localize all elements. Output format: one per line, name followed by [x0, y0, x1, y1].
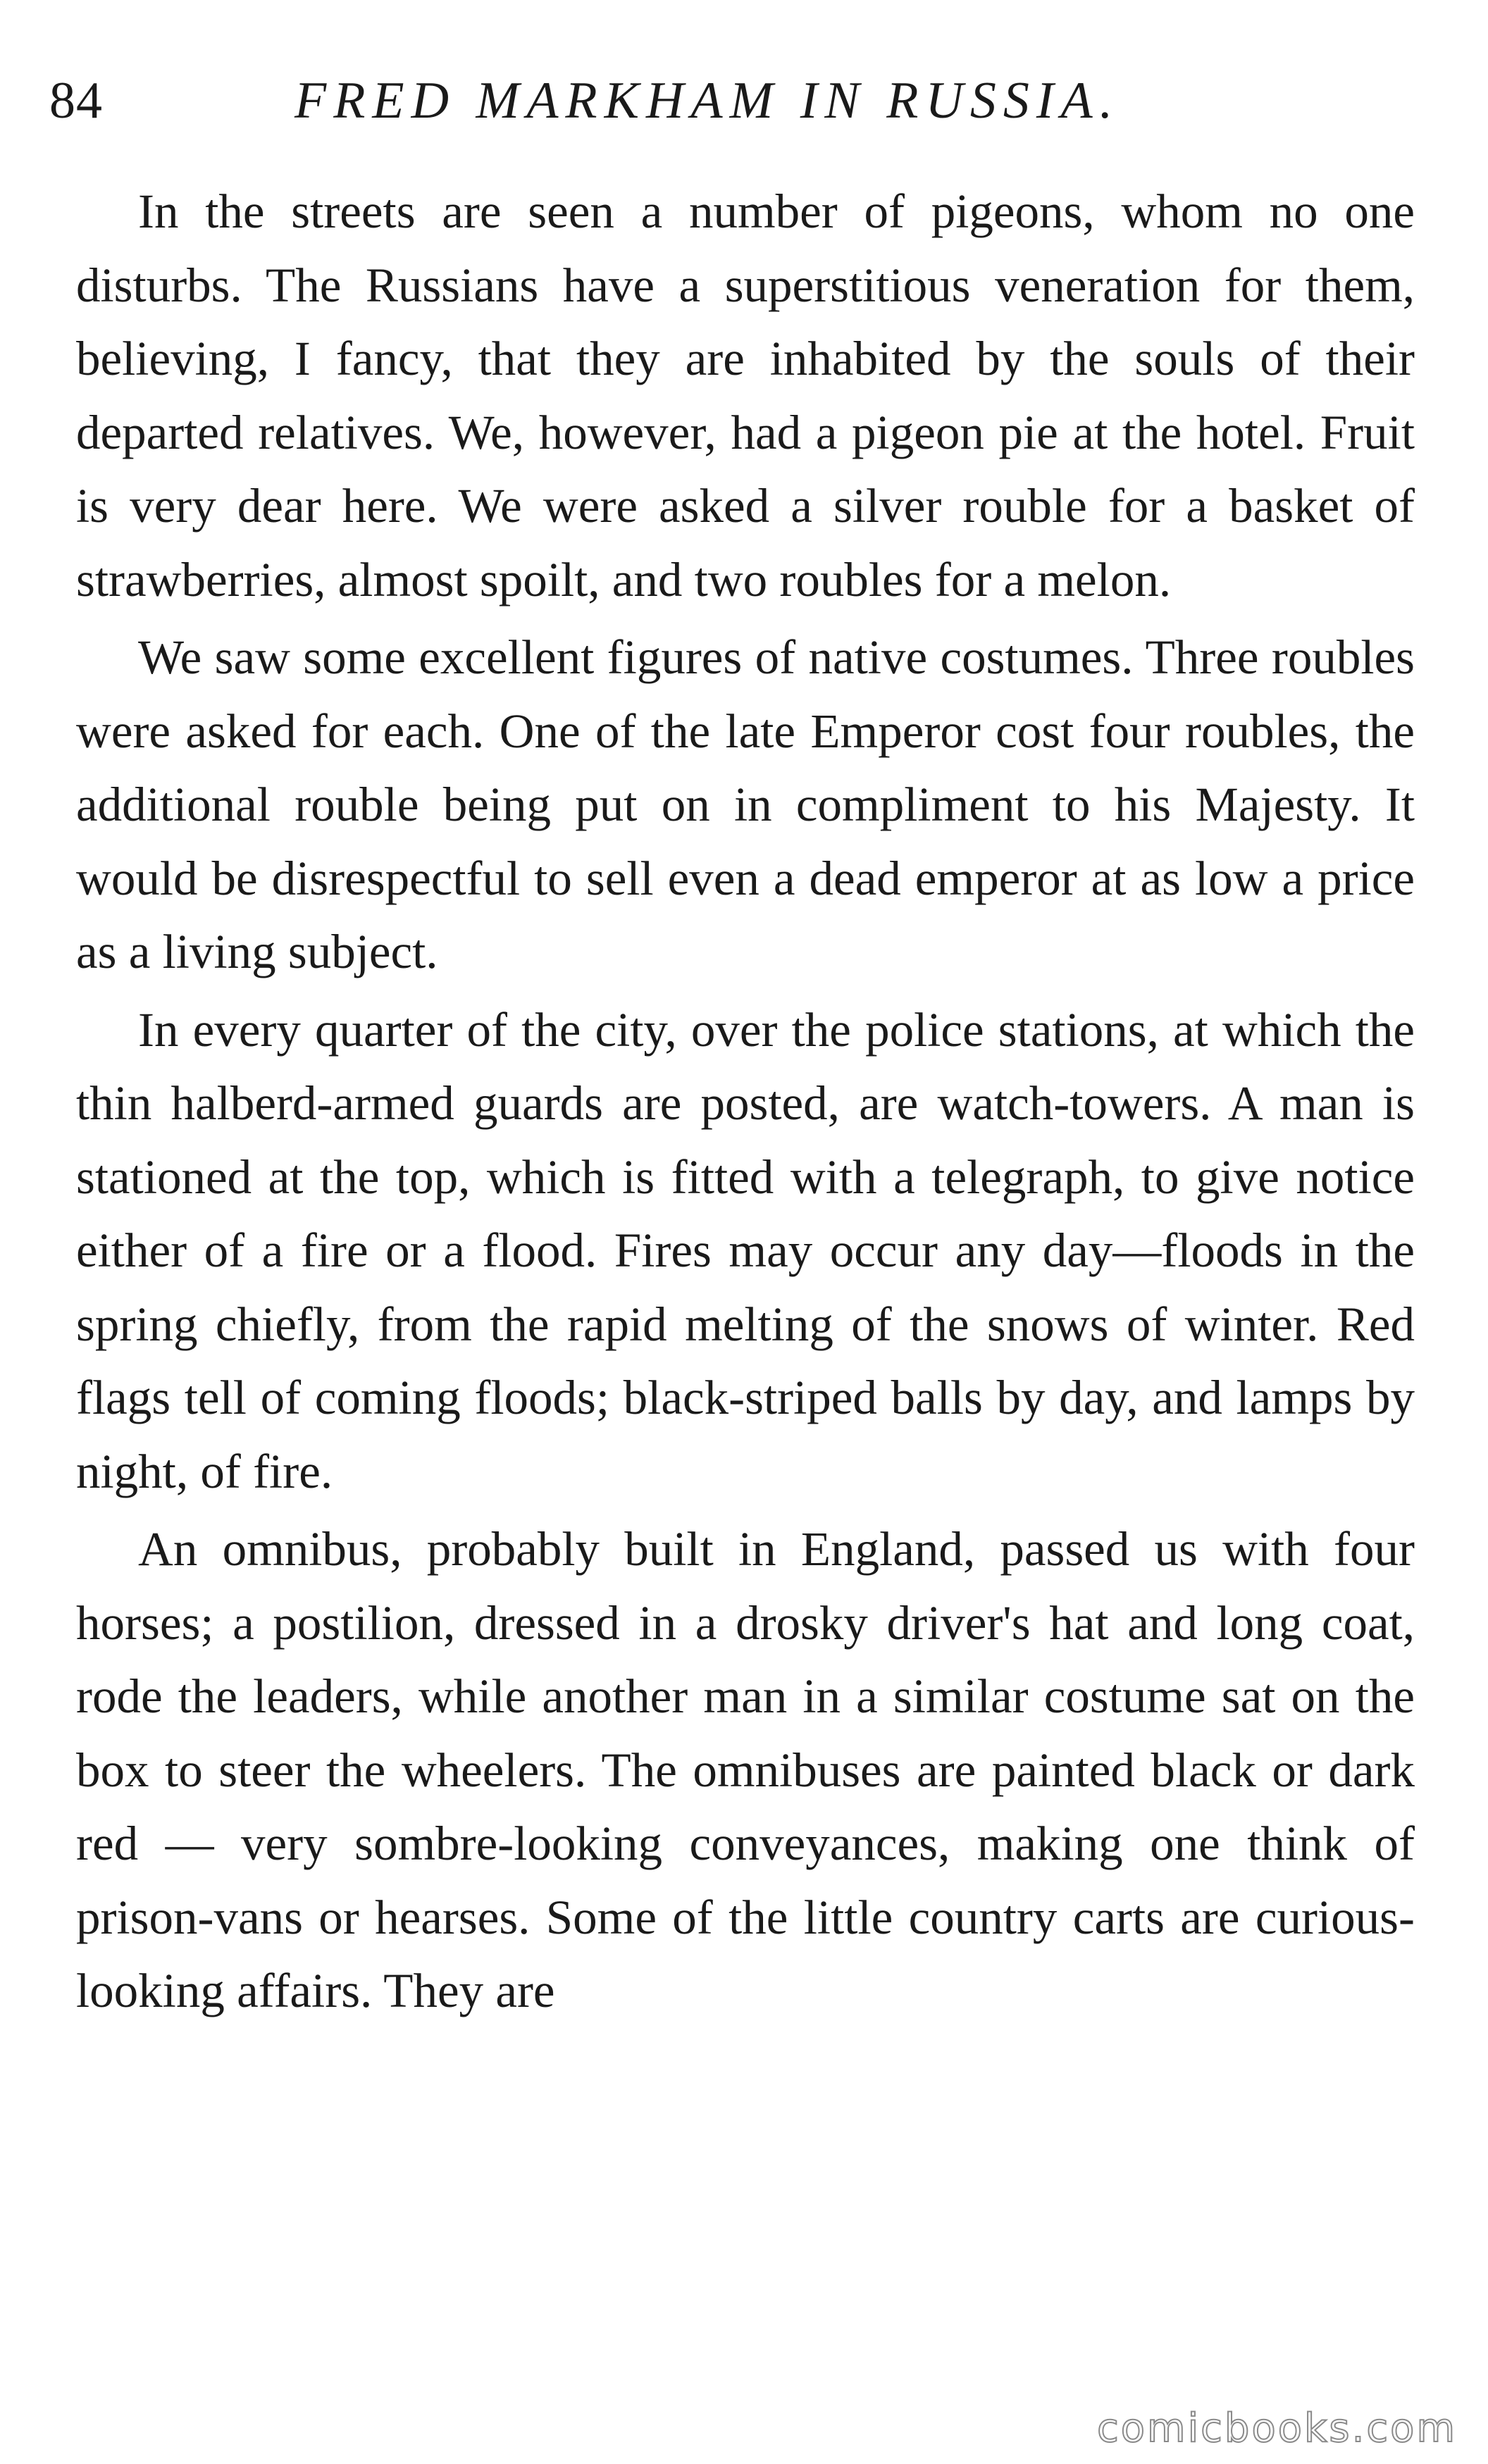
- paragraph-costume-figures: We saw some excellent figures of native costumes. Three roubles were asked for each. One of the late Emperor cost four roubles, the additional rouble being put on in compliment to his Majesty. It would be disrespectful to sell even a dead emperor at as low a price as a living subject.: [76, 630, 1415, 978]
- watermark: comicbooks.com: [1096, 2406, 1457, 2451]
- page-number: 84: [49, 72, 103, 130]
- paragraph-watch-towers: In every quarter of the city, over the police stations, at which the thin halberd-armed guards are posted, are watch-towers. A man is stationed at the top, which is fitted with a telegraph, to give notice either of a fire or a flood. Fires may occur any day—floods in the spring chiefly, from the rapid melting of the snows of winter. Red flags tell of coming floods; black-striped balls by day, and lamps by night, of fire.: [76, 1002, 1415, 1498]
- paragraph-pigeons: In the streets are seen a number of pigeons, whom no one disturbs. The Russians have a superstitious veneration for them, believing, I fancy, that they are inhabited by the souls of their departed relatives. We, however, had a pigeon pie at the hotel. Fruit is very dear here. We were asked a silver rouble for a basket of strawberries, almost spoilt, and two roubles for a melon.: [76, 185, 1415, 606]
- running-head: [0, 62, 1488, 139]
- body-text: [76, 175, 1415, 2028]
- running-title: FRED MARKHAM IN RUSSIA.: [294, 72, 1120, 130]
- paragraph-omnibus: An omnibus, probably built in England, passed us with four horses; a postilion, dressed in a drosky driver's hat and long coat, rode the leaders, while another man in a similar costume sat on the box to steer the wheelers. The omnibuses are painted black or dark red — very sombre-looking conveyances, making one think of prison-vans or hearses. Some of the little country carts are curious-looking affairs. They are: [76, 1522, 1415, 2017]
